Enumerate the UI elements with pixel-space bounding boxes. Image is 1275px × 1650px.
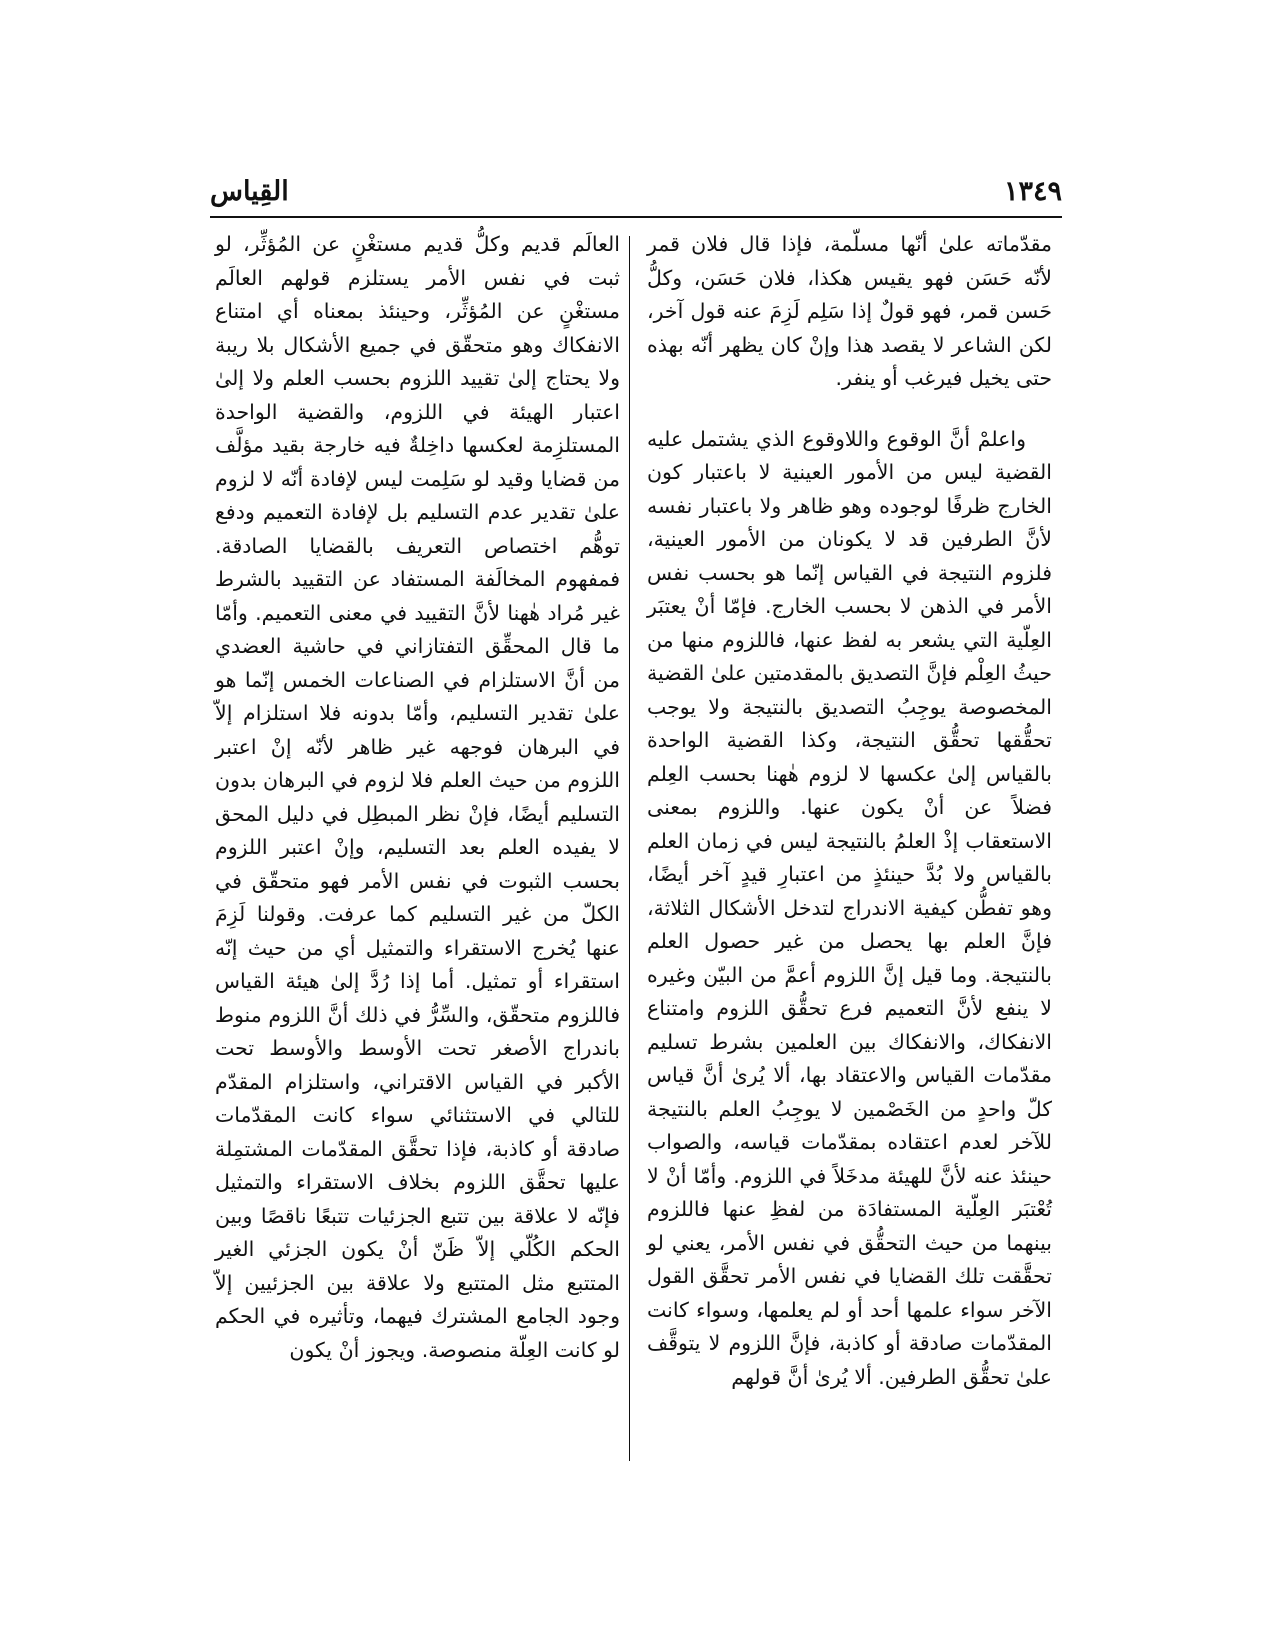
- paragraph: واعلمْ أنَّ الوقوع واللاوقوع الذي يشتمل عليه القضية ليس من الأمور العينية لا باعتبار كون الخارج ظرفًا لوجوده وهو ظاهر ولا باعتبار نفسه لأنَّ الطرفين قد لا يكونان من الأمور العينية، فلزوم النتيجة في القياس إنّما هو بحسب نفس الأمر في الذهن لا بحسب الخارج. فإمّا أنْ يعتبَر العِلّية التي يشعر به لفظ عنها، فاللزوم منها من حيثُ العِلْم فإنَّ التصديق بالمقدمتين علىٰ القضية المخصوصة يوجِبُ التصديق بالنتيجة ولا يوجب تحقُّقها تحقُّق النتيجة، وكذا القضية الواحدة بالقياس إلىٰ عكسها لا لزوم هٰهنا بحسب العِلم فضلاً عن أنْ يكون عنها. واللزوم بمعنى الاستعقاب إذْ العلمُ بالنتيجة ليس في زمان العلم بالقياس ولا بُدَّ حينئذٍ من اعتبارِ قيدٍ آخر أيضًا، وهو تفطُّن كيفية الاندراج لتدخل الأشكال الثلاثة، فإنَّ العلم بها يحصل من غير حصول العلم بالنتيجة. وما قيل إنَّ اللزوم أعمَّ من البيّن وغيره لا ينفع لأنَّ التعميم فرع تحقُّق اللزوم وامتناع الانفكاك، والانفكاك بين العلمين بشرط تسليم مقدّمات القياس والاعتقاد بها، ألا يُرىٰ أنَّ قياس كلّ واحدٍ من الخَصْمين لا يوجِبُ العلم بالنتيجة للآخر لعدم اعتقاده بمقدّمات قياسه، والصواب حينئذ عنه لأنَّ للهيئة مدخَلاً في اللزوم. وأمّا أنْ لا تُعْتبَر العِلّية المستفادَة من لفظِ عنها فاللزوم بينهما من حيث التحقُّق في نفس الأمر، يعني لو تحقَّقت تلك القضايا في نفس الأمر تحقَّق القول الآخر سواء علمها أحد أو لم يعلمها، وسواء كانت المقدّمات صادقة أو كاذبة، فإنَّ اللزوم لا يتوقَّف علىٰ تحقُّق الطرفين. ألا يُرىٰ أنَّ قولهم: [647, 426, 1052, 1389]
- page-header: [210, 176, 1062, 216]
- running-head: القِياس: [210, 176, 289, 207]
- column-divider: [629, 236, 630, 1461]
- left-column: [215, 228, 620, 1367]
- header-rule: [210, 216, 1062, 218]
- paragraph: العالَم قديم وكلُّ قديم مستغْنٍ عن المُؤثِّر، لو ثبت في نفس الأمر يستلزم قولهم العالَم مستغْنٍ عن المُؤثِّر، وحينئذ بمعناه أي امتناع الانفكاك وهو متحقّق في جميع الأشكال بلا ريبة ولا يحتاج إلىٰ تقييد اللزوم بحسب العلم ولا إلىٰ اعتبار الهيئة في اللزوم، والقضية الواحدة المستلزِمة لعكسها داخِلةٌ فيه خارجة بقيد مؤلَّف من قضايا وقيد لو سَلِمت ليس لإفادة أنّه لا لزوم علىٰ تقدير عدم التسليم بل لإفادة التعميم ودفع توهُّم اختصاص التعريف بالقضايا الصادقة. فمفهوم المخالَفة المستفاد عن التقييد بالشرط غير مُراد هٰهنا لأنَّ التقييد في معنى التعميم. وأمّا ما قال المحقِّق التفتازاني في حاشية العضدي من أنَّ الاستلزام في الصناعات الخمس إنّما هو علىٰ تقدير التسليم، وأمّا بدونه فلا استلزام إلاّ في البرهان فوجهه غير ظاهر لأنّه إنْ اعتبر اللزوم من حيث العلم فلا لزوم في البرهان بدون التسليم أيضًا، فإنْ نظر المبطِل في دليل المحق لا يفيده العلم بعد التسليم، وإنْ اعتبر اللزوم بحسب الثبوت في نفس الأمر فهو متحقّق في الكلّ من غير التسليم كما عرفت. وقولنا لَزِمَ عنها يُخرج الاستقراء والتمثيل أي من حيث إنّه استقراء أو تمثيل. أما إذا رُدَّ إلىٰ هيئة القياس فاللزوم متحقّق، والسِّرُّ في ذلك أنَّ اللزوم منوط باندراج الأصغر تحت الأوسط والأوسط تحت الأكبر في القياس الاقتراني، واستلزام المقدّم للتالي في الاستثنائي سواء كانت المقدّمات صادقة أو كاذبة، فإذا تحقَّق المقدّمات المشتمِلة عليها تحقَّق اللزوم بخلاف الاستقراء والتمثيل فإنّه لا علاقة بين تتبع الجزئيات تتبعًا ناقصًا وبين الحكم الكُلّي إلاّ ظَنّ أنْ يكون الجزئي الغير المتتبع مثل المتتبع ولا علاقة بين الجزئيين إلاّ وجود الجامع المشترك فيهما، وتأثيره في الحكم لو كانت العِلّة منصوصة. ويجوز أنْ يكون: [215, 232, 620, 1362]
- right-column: [647, 228, 1052, 1394]
- paragraph: مقدّماته علىٰ أنّها مسلّمة، فإذا قال فلان قمر لأنّه حَسَن فهو يقيس هكذا، فلان حَسَن، وكلُّ حَسن قمر، فهو قولٌ إذا سَلِم لَزِمَ عنه قول آخر، لكن الشاعر لا يقصد هذا وإنْ كان يظهر أنّه بهذه حتى يخيل فيرغب أو ينفر.: [647, 232, 1052, 390]
- page-number: ١٣٤٩: [1003, 176, 1062, 207]
